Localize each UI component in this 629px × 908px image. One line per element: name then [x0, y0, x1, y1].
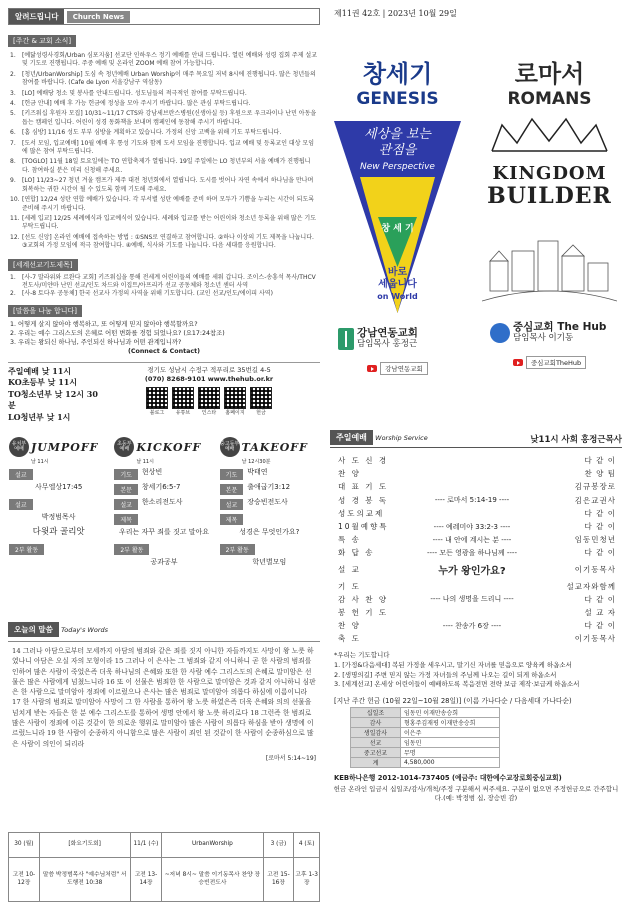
table-row: 감사 형홍주김재평 이재만송승희 — [351, 717, 500, 727]
schedule-cell: 고후 1-3장 — [294, 858, 320, 902]
slot-value: 장승빈전도사 — [247, 498, 288, 506]
order-row: 특 송 ---- 내 안에 계시는 분 ---- 임동민청년 — [338, 535, 616, 545]
schedule-cell: 고전 10-12장 — [9, 858, 40, 902]
crown-icon — [482, 115, 617, 155]
cover-section — [330, 8, 620, 416]
list-item: 4. [헌금 안내] 예배 후 가능 헌금에 정성을 모아 주시기 바랍니다. 많은 관심 부탁드립니다. — [10, 100, 251, 108]
genesis-line5: 세웁니다 — [378, 279, 417, 290]
church-news-section — [8, 8, 320, 422]
sermon-row: 설 교 누가 왕인가요? 이기동목사 — [330, 560, 622, 580]
kingdom-builder — [482, 163, 617, 207]
prayer-topics — [330, 651, 622, 689]
slot-value: 박태연 — [247, 468, 268, 476]
order-row: 축 도 이기동목사 — [338, 634, 616, 644]
news-header — [8, 8, 320, 25]
list-item: 2. [청년/UrbanWorship] 도심 속 청년예배 Urban Worship이 매주 목요일 저녁 8시에 진행됩니다. 많은 청년들의 참여를 바랍니다. (Cafe de Lyon 서울강남구 역삼동) — [10, 70, 316, 87]
slot-value: 공과공부 — [150, 558, 178, 566]
list-item: 3. [세계선교] 온세상 어린이들이 예배하도록 복음전면 전략 보급 제작·보급케 하옵소서 — [334, 680, 580, 689]
genesis-triangle — [330, 117, 465, 317]
list-item: 6. [홈 심방] 11/16 성도 부부 심방을 계획하고 있습니다. 가정의 신앙 고백을 위해 기도 부탁드립니다. — [10, 129, 282, 137]
youtube-link[interactable] — [482, 356, 617, 369]
order-row: 10월예향특 ---- 예레미야 33:2-3 ---- 다 같 이 — [338, 522, 616, 532]
list-item: 1. [가정&다음세대] 복된 가정을 세우시고, 말기신 자녀를 믿음으로 양육케 하옵소서 — [334, 661, 572, 670]
slot-label: 본문 — [114, 484, 138, 495]
group-name: KICKOFF — [136, 440, 202, 454]
church-logo-icon — [490, 323, 510, 343]
group-column-jumpoff — [8, 430, 109, 570]
order-subtitle: 낮11시 사회 홍정근목사 — [530, 435, 622, 445]
order-row: 성 경 봉 독 ---- 로마서 5:14-19 ---- 김은교권사 — [338, 495, 616, 505]
worship-time-item: 주일예배 낮 11시 — [8, 365, 72, 376]
youtube-label: 중심교회TheHub — [526, 356, 586, 369]
builder-text: BUILDER — [487, 183, 612, 209]
list-item: 2. [생명의길] 주변 믿지 않는 가정 자녀들의 주님께 나오는 길이 되게 하옵소서 — [334, 670, 557, 679]
list-item: 10. [연합] 12/24 성탄 연합 예배가 있습니다. 각 부서별 성탄 예배를 준비 하며 모두가 기쁨을 누리는 시간이 되도록 준비해 주시기 바랍니다. — [10, 196, 315, 212]
table-row: 십일조 임동민 이재만송승희 — [351, 707, 500, 717]
order-title: 주일예배 — [330, 430, 373, 445]
youtube-link[interactable] — [330, 362, 465, 375]
romans-cover — [482, 36, 617, 416]
order-rows — [330, 454, 622, 645]
list-item: 3. [LO] 예배당 청소 및 봉사를 안내드립니다. 성도님들의 적극적인 참여를 부탁드립니다. — [10, 89, 247, 97]
romans-title-ko: 로마서 — [514, 60, 585, 88]
list-item: 2. [사-8 토다우 공동체] 한국 선교사 가정의 사역을 위해 기도합니다. (교인 선교/인도/에이피 사역) — [10, 290, 273, 298]
reading-title: 오늘의 말씀 — [8, 622, 59, 637]
schedule-header: [화요기도회] — [39, 833, 130, 858]
qr-code-icon[interactable] — [250, 387, 272, 409]
group-name: JUMPOFF — [31, 440, 99, 454]
slot-label: 본문 — [220, 484, 244, 495]
list-item: 1. [사-7 말라위와 르완다 교회] 키즈워십을 통해 전세계 어린이들의 예배를 세워 갑니다. 조이스-송흥석 목사/THCV 전도사/미얀마 난민 선교/인도 차드와 이집트/아프리카 선교 공동체와 청소년 센터 사역 — [10, 273, 316, 289]
slot-value: 한소리전도사 — [141, 498, 183, 506]
genesis-center: 창 세 기 — [381, 224, 414, 234]
weekly-reading-schedule — [8, 832, 320, 902]
schedule-header: UrbanWorship — [162, 833, 263, 858]
worship-time-item: TO청소년부 낮 12시 30분 — [8, 388, 98, 411]
order-row: 기 도 설교자와함께 — [338, 581, 616, 591]
news-title-en: Church News — [67, 11, 130, 23]
mission-heading: [세계선교기도제목] — [8, 259, 78, 271]
romans-title-en: ROMANS — [507, 89, 592, 109]
group-column-takeoff — [219, 430, 320, 570]
worship-times-list — [8, 366, 98, 424]
worship-time-item: LO청년부 낮 1시 — [8, 411, 71, 422]
worship-time-item: KO초등부 낮 11시 — [8, 377, 78, 388]
genesis-church — [330, 327, 465, 350]
slot-value: 성경은 무엇인가요? — [239, 528, 300, 536]
discussion-heading: [말씀을 나눔 합니다] — [8, 305, 82, 317]
qr-code-icon[interactable] — [198, 387, 220, 409]
church-address: 경기도 성남시 수정구 적푸리로 35번길 4-5 — [147, 365, 271, 374]
slot-label: 기도 — [114, 469, 138, 480]
group-badge: 중고등부 예배 — [220, 437, 240, 457]
order-of-worship-section — [330, 430, 622, 902]
group-time: 날 11시 — [31, 459, 49, 465]
list-item: 5. [키즈워십 후원자 모집] 10/31~11/17 CTS와 강남세브란스병원(신생아실 등) 후원으로 우크라이나 난민 아동을 돕는 캠페인 입니다. 어린이 성경 동화책을 보내며 캠페인에 동참해 주시기 바랍니다. — [10, 110, 317, 126]
connect-label: (Connect & Contact) — [128, 347, 200, 355]
youtube-icon — [513, 359, 523, 366]
scripture-reference: [로마서 5:14~19] — [265, 754, 316, 762]
slot-value: 창세기6:5-7 — [141, 483, 181, 491]
slot-label: 설교 — [114, 499, 138, 510]
order-title-en: Worship Service — [375, 434, 428, 442]
qr-code-icon[interactable] — [146, 387, 168, 409]
discussion-list — [8, 320, 320, 356]
genesis-cover — [330, 36, 465, 416]
reading-title-en: Today's Words — [61, 626, 109, 634]
qr-code-icon[interactable] — [172, 387, 194, 409]
todays-words-section — [8, 622, 320, 832]
slot-label: 기도 — [220, 469, 244, 480]
slot-value: 출애굽기3:12 — [247, 483, 291, 491]
table-row: 중고선교 무명 — [351, 747, 500, 757]
contact-info — [98, 366, 320, 424]
genesis-line1: 세상을 보는 — [364, 127, 431, 142]
slot-label: 제목 — [220, 514, 244, 525]
group-time: 날 12시30분 — [241, 459, 271, 465]
group-badge: 유치부 예배 — [9, 437, 29, 457]
slot-value: 우리는 자꾸 죄를 짓고 말아요 — [118, 528, 210, 536]
slot-value: 다윗과 골리앗 — [32, 527, 85, 537]
list-item: 2. 우리는 예수 그리스도의 은혜로 어떤 변화를 경험 되었나요? (요17:24참조) — [10, 329, 225, 337]
order-row: 사 도 신 경 다 같 이 — [338, 456, 616, 466]
order-row: 대 표 기 도 김규봉장로 — [338, 482, 616, 492]
schedule-header: 3 (금) — [263, 833, 294, 858]
genesis-line4: 바로 — [387, 267, 408, 278]
list-item: 12. [선도 신앙] 온라인 예배에 접속하는 방법 : ①SNS로 연결하고 참여합니다. ②하나 이상의 기도 제목을 나눕니다. ③교회의 가정 모임에 적극 참여합니다. ④예배, 식사와 기도를 나눕니다. 다음 세대를 응원합니다. — [10, 233, 314, 250]
list-item: 1. 어떻게 살지 않아야 행복하고, 또 어떻게 믿지 않아야 행복할까요? — [10, 320, 198, 328]
youtube-icon — [367, 365, 377, 372]
genesis-line2: 관점을 — [378, 143, 417, 158]
slot-label: 설교 — [220, 499, 244, 510]
romans-church — [482, 321, 617, 344]
slot-value: 박정범목사 — [41, 513, 76, 521]
order-row: 찬 양 ---- 찬송가 6장 ---- 다 같 이 — [338, 621, 616, 631]
slot-value: 사무엘상17:45 — [35, 483, 83, 491]
order-row: 봉 헌 기 도 설 교 자 — [338, 607, 616, 617]
prayer-topics-title: *우리는 기도합니다 — [334, 651, 390, 660]
scripture-text: 14 그러나 아담으로부터 모세까지 아담의 범죄와 같은 죄를 짓지 아니한 자들까지도 사망이 왕 노릇 하였나니 아담은 오실 자의 모형이라 15 그러나 이 은사는 그 범죄와 같지 아니하니 곧 한 사람의 범죄를 인하여 많은 사람이 죽었은즉 더욱 하나님의 은혜와 또한 한 사람 예수 그리스도의 은혜로 말미암은 선물은 많은 사람에게 넘쳤느니라 16 또 이 선물은 범죄한 한 사람으로 말미암은 것과 같지 아니하니 심판은 한 사람으로 말미암아 정죄에 이르렀으나 은사는 많은 범죄로 말미암아 의롭다 하심에 이름이니라 17 한 사람의 범죄로 말미암아 사망이 그 한 사람을 통하여 왕 노릇 하였은즉 더욱 은혜와 의의 선물을 넘치게 받는 자들은 한 분 예수 그리스도를 통하여 생명 안에서 왕 노릇 하리로다 18 그런즉 한 범죄로 많은 사람이 정죄에 이른 것같이 한 의로운 행위로 말미암아 많은 사람이 의롭다 하심을 받아 생명에 이르렀느니라 19 한 사람이 순종하지 아니함으로 많은 사람이 죄인 된 것같이 한 사람이 순종하심으로 많은 사람이 의인이 되리라 — [8, 641, 320, 753]
worship-times — [8, 362, 320, 424]
slot-label: 2부 활동 — [9, 544, 44, 555]
list-item: 1. [예닮성령사경회/Urban 심포지움] 선교단 인하우스 정기 예배를 안내 드립니다. 열린 예배와 성령 집회 주제 설교 및 기도로 진행됩니다. 주중 예배 및 온라인 ZOOM 예배 참여 가능합니다. — [10, 52, 317, 68]
department-worship-section — [8, 430, 320, 605]
offering-title: [지난 주간 헌금 (10월 22일~10월 28일)] (이름 가나다순 / 다음세대 가나다순) — [334, 696, 572, 705]
schedule-header: 30 (월) — [9, 833, 40, 858]
order-row: 성도의교제 다 같 이 — [338, 508, 616, 518]
news-subheading: [주간 & 교회 소식] — [8, 35, 76, 47]
slot-value: 학년별모임 — [252, 558, 287, 566]
city-illustration-icon — [482, 211, 617, 311]
order-row: 화 답 송 ---- 모든 영광을 하나님께 ---- 다 같 이 — [338, 548, 616, 558]
order-header — [330, 430, 622, 448]
schedule-header: 11/1 (수) — [130, 833, 162, 858]
news-list — [8, 50, 320, 251]
group-column-kickoff — [113, 430, 214, 570]
group-badge: 초등부 예배 — [114, 437, 134, 457]
table-row: 선교 임동민 — [351, 737, 500, 747]
slot-label: 2부 활동 — [114, 544, 149, 555]
mission-list — [8, 274, 320, 299]
list-item: 8. [TOGLO] 11월 18일 토요일에는 TO 연합축제가 열립니다. 19일 주일에는 LO 청년부의 서울 예배가 진행됩니다. 참여하실 분은 미리 신청해 주세요. — [10, 158, 311, 174]
church-pastor: 담임목사 이기동 — [513, 333, 574, 343]
sermon-title: 누가 왕인가요? — [438, 566, 506, 577]
group-time: 날 11시 — [136, 459, 154, 465]
order-row: 감 사 찬 양 ---- 나의 생명을 드리니 ---- 다 같 이 — [338, 594, 616, 604]
offering-table — [350, 707, 500, 768]
genesis-line3: New Perspective — [360, 162, 435, 172]
slot-label: 2부 활동 — [220, 544, 255, 555]
issue-meta: 제11권 42호 | 2023년 10월 29일 — [334, 9, 457, 18]
bank-account: KEB하나은행 2012-1014-737405 (예금주: 대한예수교장로회중심교회) — [334, 773, 562, 782]
slot-label: 설교 — [9, 469, 33, 480]
church-logo-icon — [338, 328, 354, 350]
list-item: 7. [도서 모임, 입교예배] 10월 예배 후 통성 기도와 함께 도서 모임을 진행합니다. 입교 예배 및 등록교인 대상 모임에 많은 참여 부탁드립니다. — [10, 139, 314, 156]
church-name: 중심교회 The Hub — [513, 321, 607, 333]
church-name: 강남연동교회 — [357, 327, 418, 339]
kingdom-text: KINGDOM — [492, 163, 607, 184]
group-name: TAKEOFF — [241, 440, 308, 454]
church-pastor: 담임목사 홍정근 — [357, 339, 418, 349]
schedule-cell: 말씀 박정범목사 "예수님처럼" 서도행전 10:38 — [39, 858, 130, 902]
youtube-label: 강남연동교회 — [380, 362, 428, 375]
schedule-header: 4 (토) — [294, 833, 320, 858]
slot-label: 설교 — [9, 499, 33, 510]
qr-codes: 블로그 유튜브 인스타 홈페이지 헌금 — [98, 387, 320, 418]
slot-label: 제목 — [114, 514, 138, 525]
table-row: 계 4,580,000 — [351, 757, 500, 767]
slot-value: 현상빈 — [141, 468, 163, 476]
list-item: 11. [세례 입교] 12/25 세례예식과 입교예식이 있습니다. 세례와 입교를 받는 어린이와 청소년 등록을 위해 많은 기도 부탁드립니다. — [10, 214, 317, 231]
genesis-title-ko: 창세기 — [362, 60, 433, 88]
schedule-cell: 고전 13-14장 — [130, 858, 162, 902]
schedule-cell: 고전 15-16장 — [263, 858, 294, 902]
schedule-cell: ~저녁 8시~ 말씀 이기동목사 찬양 장승빈전도사 — [162, 858, 263, 902]
list-item: 3. 우리는 왕되신 하나님, 주인되신 하나님과 어떤 관계입니까? — [10, 338, 182, 346]
list-item: 9. [LO] 11/23~27 청년 겨울 캠프가 제주 대전 청년회에서 열립니다. 도시를 벗어나 자연 속에서 하나님을 만나며 회복하는 귀한 시간이 될 수 있도록 함께 기도해 주세요. — [10, 177, 314, 193]
order-row: 찬 양 찬 양 팀 — [338, 469, 616, 479]
genesis-line6: on World — [377, 292, 418, 301]
church-phone: (070) 8268-9101 www.thehub.or.kr — [144, 374, 274, 383]
table-row: 생일감사 이은주 — [351, 727, 500, 737]
qr-code-icon[interactable] — [224, 387, 246, 409]
news-title: 알려드립니다 — [9, 9, 64, 24]
genesis-title-en: GENESIS — [356, 89, 439, 109]
offering-note: 헌금 온라인 입금시 십일조/감사/개척/주정 구분해서 써주세요. 구분이 없으면 주정헌금으로 간주합니다.(예: 박정범 십, 장승빈 감) — [333, 784, 619, 802]
